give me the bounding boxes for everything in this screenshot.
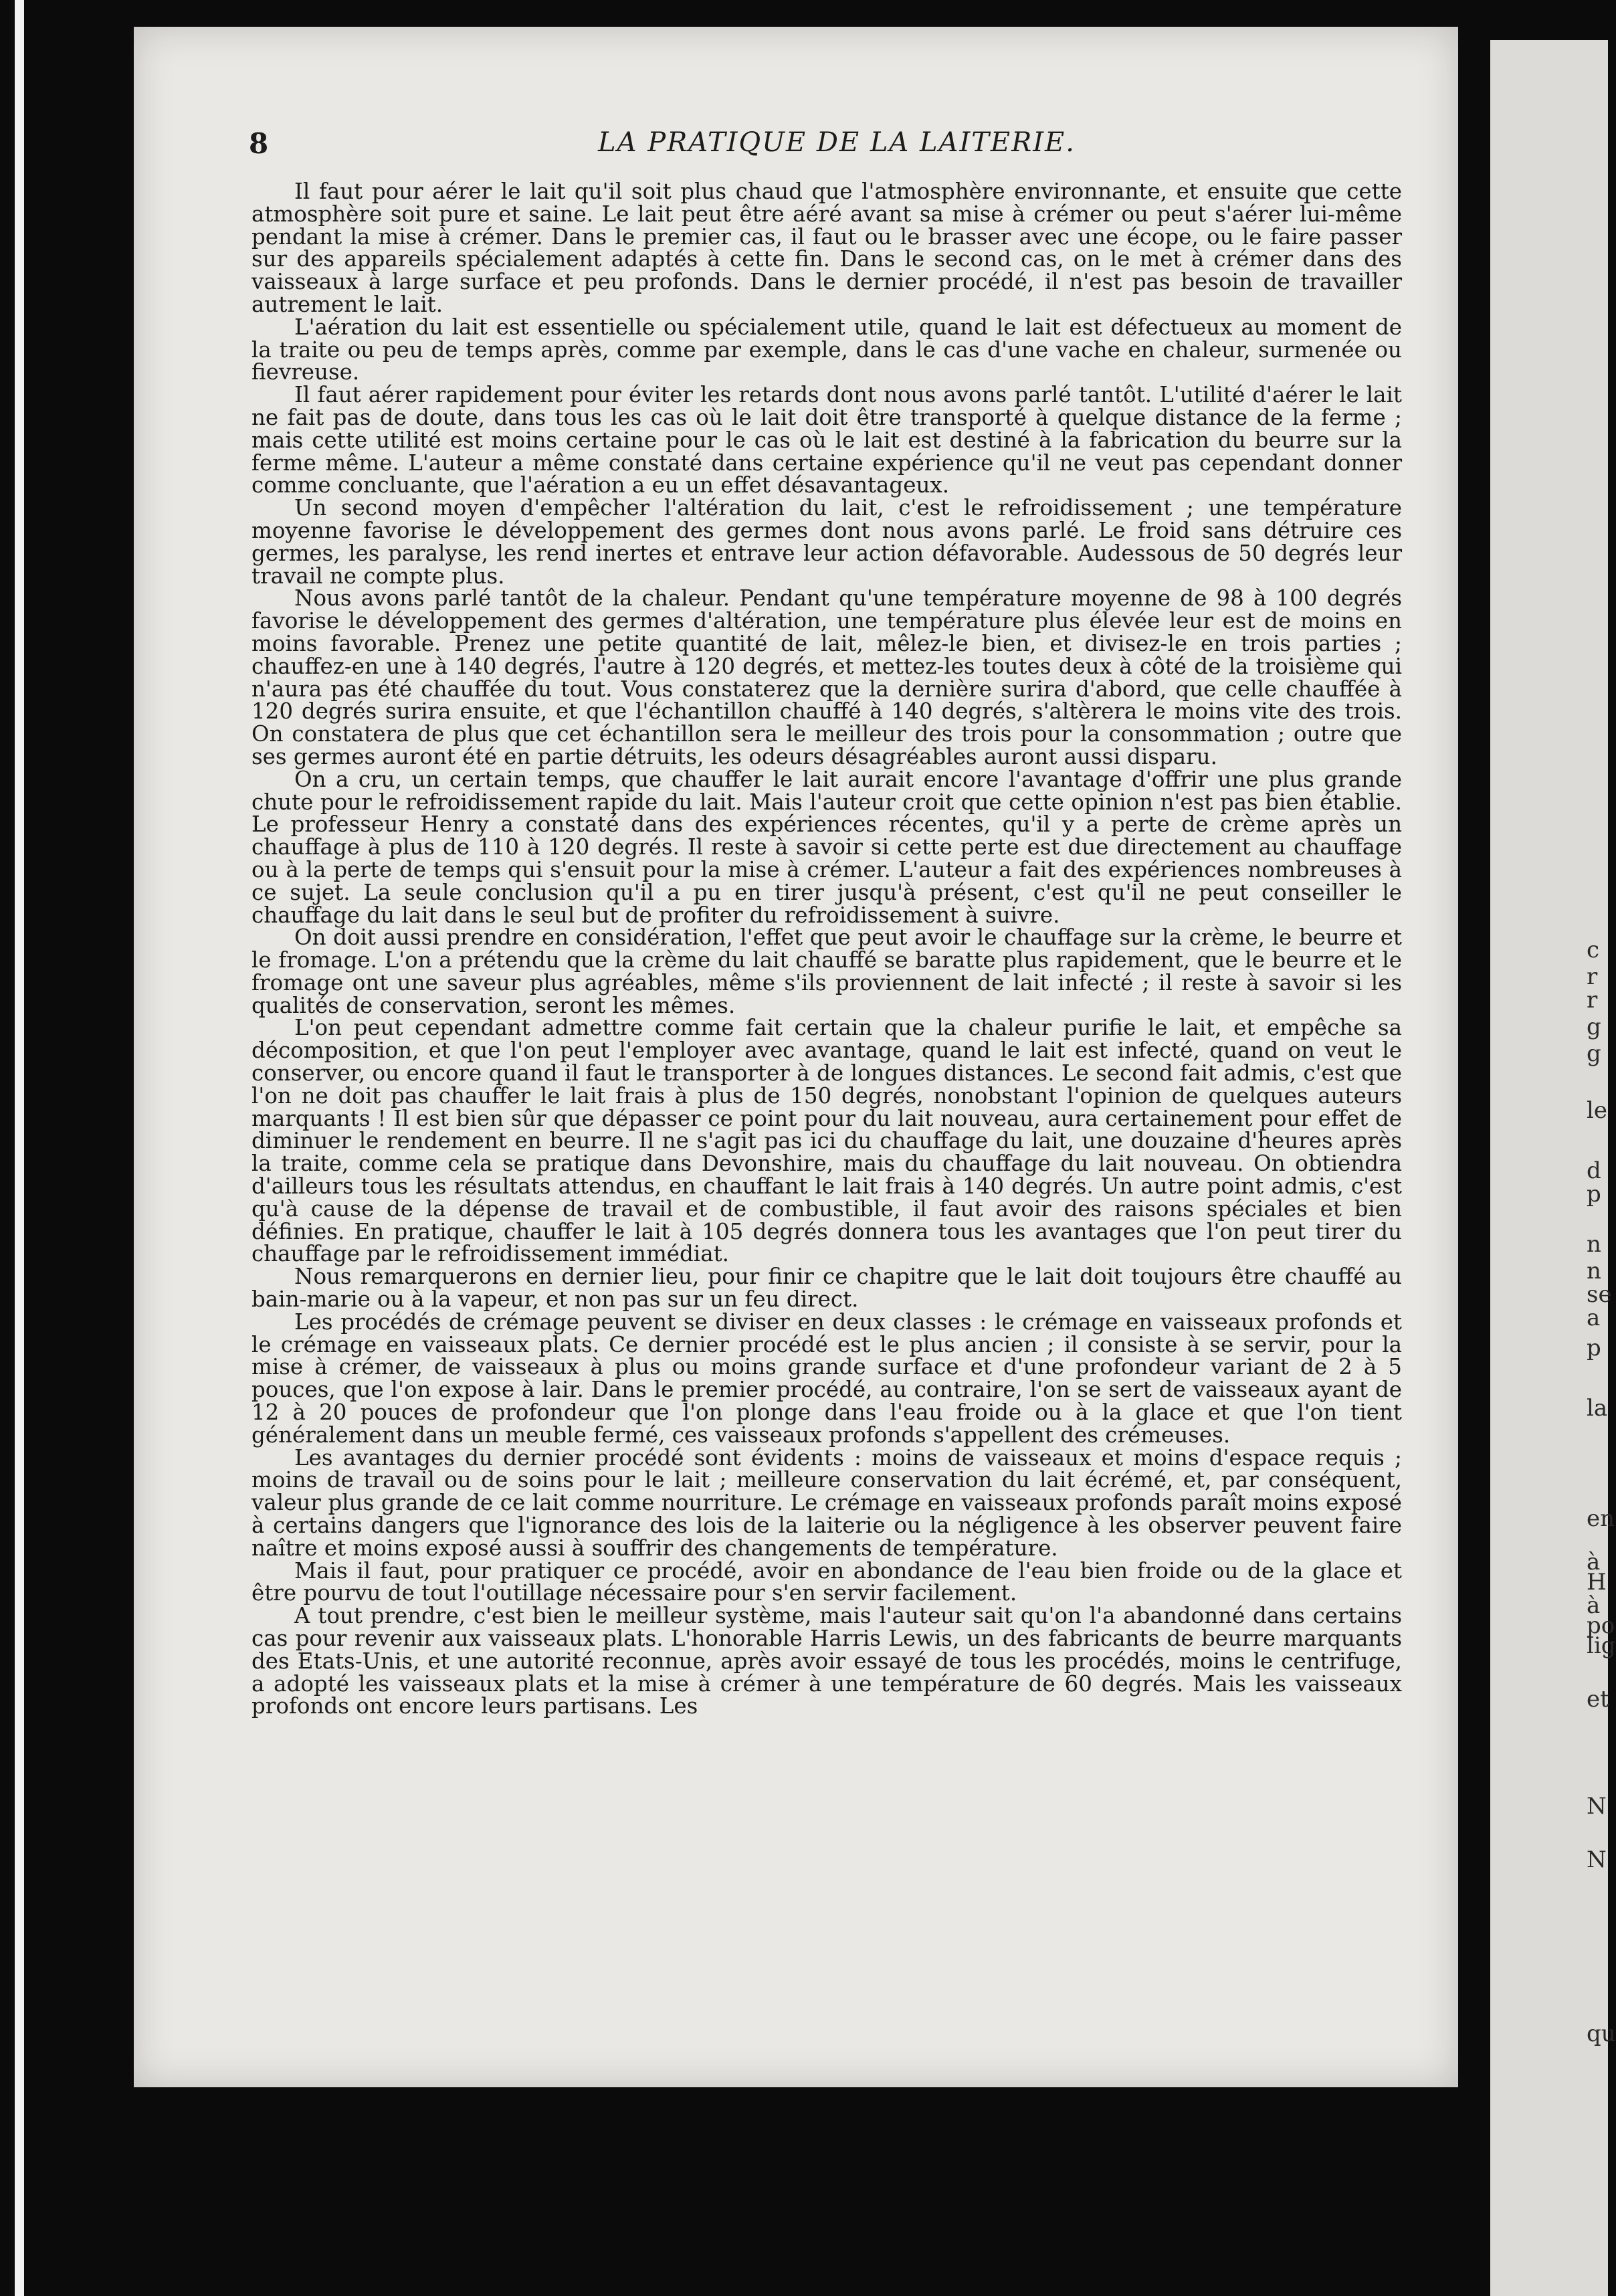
adjacent-page-fragment: a bbox=[1587, 1305, 1601, 1331]
adjacent-page-fragment: n bbox=[1587, 1231, 1601, 1258]
paragraph: Mais il faut, pour pratiquer ce procédé, avoir en abondance de l'eau bien froide ou de la glace et être pourvu de tout l'outillage nécessaire pour s'en servir facilement. bbox=[251, 1557, 1402, 1606]
paragraph: L'on peut cependant admettre comme fait certain que la chaleur purifie le lait, et empêche sa décomposition, et que l'on peut l'employer avec avantage, quand le lait est infecté, quand on veut le conserver, ou encore quand il faut le transporter à de longues distances. Le second fait admis, c'est que l'on ne doit pas chauffer le lait frais à plus de 150 degrés, nonobstant l'opinion de quelques auteurs marquants ! Il est bien sûr que dépasser ce point pour du lait nouveau, aura certainement pour effet de diminuer le rendement en beurre. Il ne s'agit pas ici du chauffage du lait, une douzaine d'heures après la traite, comme cela se pratique dans Devonshire, mais du chauffage du lait nouveau. On obtiendra d'ailleurs tous les résultats attendus, en chauffant le lait frais à 140 degrés. Un autre point admis, c'est qu'à cause de la dépense de travail et de combustible, il faut avoir des raisons spéciales et bien définies. En pratique, chauffer le lait à 105 degrés donnera tous les avantages que l'on peut tirer du chauffage par le refroidissement immédiat. bbox=[251, 1015, 1402, 1267]
adjacent-page-fragment: H bbox=[1587, 1569, 1607, 1596]
paragraph: Les procédés de crémage peuvent se diviser en deux classes : le crémage en vaisseaux profonds et le crémage en vaisseaux plats. Ce dernier procédé est le plus ancien ; il consiste à se servir, pour la mise à crémer, de vaisseaux à plus ou moins grande surface et d'une profondeur variant de 2 à 5 pouces, que l'on expose à lair. Dans le premier procédé, au contraire, l'on se sert de vaisseaux ayant de 12 à 20 pouces de profondeur que l'on plonge dans l'eau froide ou à la glace et que l'on tient généralement dans un meuble fermé, ces vaisseaux profonds s'appellent des crémeuses. bbox=[251, 1309, 1402, 1448]
paragraph: Il faut pour aérer le lait qu'il soit plus chaud que l'atmosphère environnante, et ensuite que cette atmosphère soit pure et saine. Le lait peut être aéré avant sa mise à crémer ou peut s'aérer lui-même pendant la mise à crémer. Dans le premier cas, il faut ou le brasser avec une écope, ou le faire passer sur des appareils spécialement adaptés à cette fin. Dans le second cas, on le met à crémer dans des vaisseaux à large surface et peu profonds. Dans le dernier procédé, il n'est pas besoin de travailler autrement le lait. bbox=[251, 179, 1402, 317]
page-number: 8 bbox=[249, 127, 269, 160]
paragraph: On a cru, un certain temps, que chauffer le lait aurait encore l'avantage d'offrir une plus grande chute pour le refroidissement rapide du lait. Mais l'auteur croit que cette opinion n'est pas bien établie. Le professeur Henry a constaté dans des expériences récentes, qu'il y a perte de crème après un chauffage à plus de 110 à 120 degrés. Il reste à savoir si cette perte est due directement au chauffage ou à la perte de temps qui s'ensuit pour la mise à crémer. L'auteur a fait des expériences nombreuses à ce sujet. La seule conclusion qu'il a pu en tirer jusqu'à présent, c'est qu'il ne peut conseiller le chauffage du lait dans le seul but de profiter du refroidissement à suivre. bbox=[251, 766, 1402, 928]
adjacent-page-fragment: à bbox=[1587, 1592, 1601, 1619]
adjacent-page-fragment: le bbox=[1587, 1097, 1607, 1124]
body-text bbox=[251, 181, 1402, 1718]
adjacent-page-fragment: lig bbox=[1587, 1632, 1616, 1659]
paragraph: Nous avons parlé tantôt de la chaleur. Pendant qu'une température moyenne de 98 à 100 degrés favorise le développement des germes d'altération, une température plus élevée leur est de moins en moins favorable. Prenez une petite quantité de lait, mêlez-le bien, et divisez-le en trois parties ; chauffez-en une à 140 degrés, l'autre à 120 degrés, et mettez-les toutes deux à côté de la troisième qui n'aura pas été chauffée du tout. Vous constaterez que la dernière surira d'abord, que celle chauffée à 120 degrés surira ensuite, et que l'échantillon chauffé à 140 degrés, s'altèrera le moins vite des trois. On constatera de plus que cet échantillon sera le meilleur des trois pour la consommation ; outre que ses germes auront été en partie détruits, les odeurs désagréables auront aussi disparu. bbox=[251, 585, 1402, 769]
running-title: LA PRATIQUE DE LA LAITERIE. bbox=[598, 127, 1076, 158]
adjacent-page-fragment: c bbox=[1587, 937, 1600, 963]
adjacent-page-fragment: p bbox=[1587, 1181, 1601, 1208]
paragraph: Les avantages du dernier procédé sont évidents : moins de vaisseaux et moins d'espace requis ; moins de travail ou de soins pour le lait ; meilleure conservation du lait écrémé, et, par conséquent, valeur plus grande de ce lait comme nourriture. Le crémage en vaisseaux profonds paraît moins exposé à certains dangers que l'ignorance des lois de la laiterie ou la négligence à les observer peuvent faire naître et moins exposé aussi à souffrir des changements de température. bbox=[251, 1444, 1402, 1561]
adjacent-page-fragment: p bbox=[1587, 1335, 1601, 1361]
adjacent-page-fragment: et bbox=[1587, 1686, 1609, 1713]
paragraph: L'aération du lait est essentielle ou spécialement utile, quand le lait est défectueux au moment de la traite ou peu de temps après, comme par exemple, dans le cas d'une vache en chaleur, surmenée ou fievreuse. bbox=[251, 314, 1402, 385]
paragraph: On doit aussi prendre en considération, l'effet que peut avoir le chauffage sur la crème, le beurre et le fromage. L'on a prétendu que la crème du lait chauffé se baratte plus rapidement, que le beurre et le fromage ont une saveur plus agréables, même s'ils proviennent de lait infecté ; il reste à savoir si les qualités de conservation, seront les mêmes. bbox=[251, 925, 1402, 1018]
adjacent-page-fragment: g bbox=[1587, 1014, 1601, 1040]
paragraph: Nous remarquerons en dernier lieu, pour finir ce chapitre que le lait doit toujours être chauffé au bain-marie ou à la vapeur, et non pas sur un feu direct. bbox=[251, 1264, 1402, 1313]
page-header bbox=[249, 127, 1344, 167]
paragraph: Il faut aérer rapidement pour éviter les retards dont nous avons parlé tantôt. L'utilité d'aérer le lait ne fait pas de doute, dans tous les cas où le lait doit être transporté à quelque distance de la ferme ; mais cette utilité est moins certaine pour le cas où le lait est destiné à la fabrication du beurre sur la ferme même. L'auteur a même constaté dans certaine expérience qu'il ne veut pas cependant donner comme concluante, que l'aération a eu un effet désavantageux. bbox=[251, 382, 1402, 498]
adjacent-page-fragment: qu bbox=[1587, 2020, 1616, 2047]
paragraph: Un second moyen d'empêcher l'altération du lait, c'est le refroidissement ; une température moyenne favorise le développement des germes dont nous avons parlé. Le froid sans détruire ces germes, les paralyse, les rend inertes et entrave leur action défavorable. Audessous de 50 degrés leur travail ne compte plus. bbox=[251, 495, 1402, 589]
adjacent-page-fragment: se bbox=[1587, 1281, 1612, 1308]
adjacent-page-fragment: po bbox=[1587, 1612, 1615, 1639]
adjacent-page-fragment: à bbox=[1587, 1549, 1601, 1575]
paragraph: A tout prendre, c'est bien le meilleur système, mais l'auteur sait qu'on l'a abandonné dans certains cas pour revenir aux vaisseaux plats. L'honorable Harris Lewis, un des fabricants de beurre marquants des Etats-Unis, et une autorité reconnue, après avoir essayé de tous les procédés, moins le centrifuge, a adopté les vaisseaux plats et la mise à crémer à une température de 60 degrés. Mais les vaisseaux profonds ont encore leurs partisans. Les bbox=[251, 1603, 1402, 1719]
adjacent-page-fragment: d bbox=[1587, 1157, 1601, 1184]
adjacent-page-fragment: en bbox=[1587, 1505, 1615, 1532]
adjacent-page-fragment: g bbox=[1587, 1040, 1601, 1067]
adjacent-page-fragment: la bbox=[1587, 1395, 1608, 1422]
adjacent-page-fragment: N bbox=[1587, 1846, 1607, 1873]
adjacent-page-fragment: r bbox=[1587, 987, 1598, 1014]
scan-border bbox=[15, 0, 24, 2296]
adjacent-page-fragment: N bbox=[1587, 1793, 1607, 1820]
adjacent-page-edge bbox=[1490, 40, 1616, 2296]
adjacent-page-fragment: r bbox=[1587, 963, 1598, 990]
adjacent-page-fragment: n bbox=[1587, 1258, 1601, 1284]
